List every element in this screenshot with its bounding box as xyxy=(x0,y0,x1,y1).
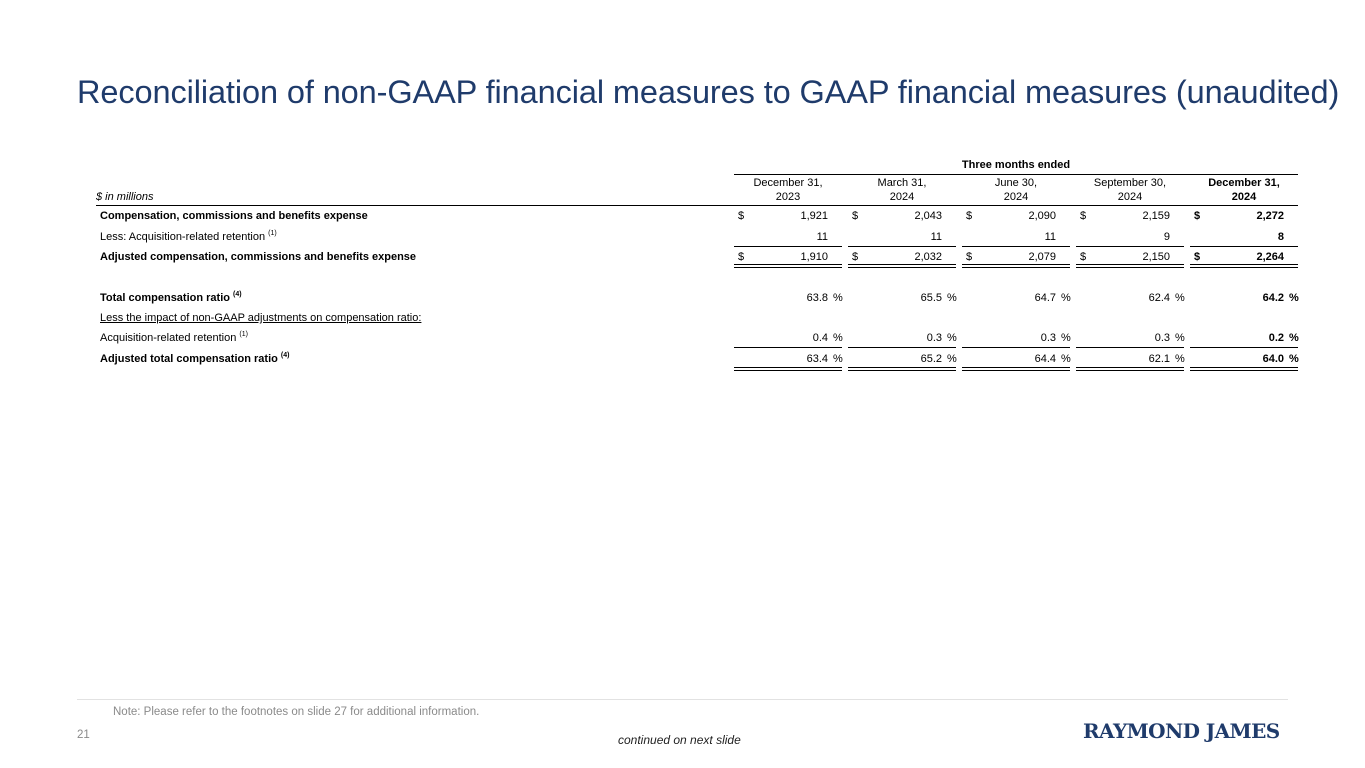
raymond-james-logo: RAYMOND JAMES xyxy=(1083,719,1280,743)
row-label-acq-retention: Less: Acquisition-related retention $^{(1)}$ xyxy=(100,230,277,243)
continued-label: continued on next slide xyxy=(618,733,741,747)
table-cell-value: 11 xyxy=(816,231,828,243)
total-double-rule xyxy=(734,367,842,371)
group-header-text: Three months ended xyxy=(961,159,1071,171)
column-header-line1: December 31, xyxy=(1208,177,1280,189)
table-cell-value: 63.8 xyxy=(806,292,828,304)
column-header-line2: 2023 xyxy=(775,191,801,203)
currency-symbol: $ xyxy=(852,251,859,263)
percent-unit: % xyxy=(833,292,843,304)
table-cell-value: 64.2 xyxy=(1262,292,1284,304)
percent-unit: % xyxy=(1061,353,1071,365)
currency-symbol: $ xyxy=(1080,210,1087,222)
table-cell-value: 2,159 xyxy=(1142,210,1170,222)
table-cell-value: 64.7 xyxy=(1034,292,1056,304)
total-double-rule xyxy=(848,264,956,268)
table-cell-value: 62.1 xyxy=(1148,353,1170,365)
subtotal-rule xyxy=(734,347,842,348)
table-cell-value: 0.3 xyxy=(926,332,942,344)
currency-symbol: $ xyxy=(1194,251,1201,263)
subtotal-rule xyxy=(962,246,1070,247)
percent-unit: % xyxy=(1289,353,1299,365)
currency-symbol: $ xyxy=(1194,210,1201,222)
row-label-total-comp-ratio: Total compensation ratio $^{(4)}$ xyxy=(100,291,242,304)
subtotal-rule xyxy=(1076,246,1184,247)
total-double-rule xyxy=(1190,264,1298,268)
table-cell-value: 62.4 xyxy=(1148,292,1170,304)
subtotal-rule xyxy=(848,347,956,348)
page-number: 21 xyxy=(77,729,90,741)
table-cell-value: 0.3 xyxy=(1040,332,1056,344)
total-double-rule xyxy=(1076,264,1184,268)
percent-unit: % xyxy=(1175,332,1185,344)
column-header-line1: September 30, xyxy=(1093,177,1167,189)
table-cell-value: 11 xyxy=(1044,231,1056,243)
total-double-rule xyxy=(962,264,1070,268)
table-cell-value: 2,032 xyxy=(914,251,942,263)
row-label-adj-total-comp-ratio: Adjusted total compensation ratio $^{(4)}$ xyxy=(100,352,290,365)
currency-symbol: $ xyxy=(852,210,859,222)
column-header-line2: 2024 xyxy=(1003,191,1029,203)
row-label-adj-comp-expense: Adjusted compensation, commissions and benefits expense xyxy=(100,251,417,263)
percent-unit: % xyxy=(947,353,957,365)
subtotal-rule xyxy=(848,246,956,247)
column-header-line2: 2024 xyxy=(1117,191,1143,203)
column-header-line1: December 31, xyxy=(753,177,823,189)
percent-unit: % xyxy=(1061,292,1071,304)
subtotal-rule xyxy=(962,347,1070,348)
percent-unit: % xyxy=(1175,353,1185,365)
table-cell-value: 1,910 xyxy=(800,251,828,263)
column-header-line2: 2024 xyxy=(889,191,915,203)
percent-unit: % xyxy=(1289,292,1299,304)
total-double-rule xyxy=(1190,367,1298,371)
group-header-rule xyxy=(734,174,1298,175)
subtotal-rule xyxy=(734,246,842,247)
row-label-less-impact: Less the impact of non-GAAP adjustments on compensation ratio: xyxy=(100,312,422,324)
footer-divider xyxy=(77,699,1288,700)
table-cell-value: 64.0 xyxy=(1262,353,1284,365)
table-cell-value: 64.4 xyxy=(1034,353,1056,365)
subtotal-rule xyxy=(1076,347,1184,348)
subtotal-rule xyxy=(1190,347,1298,348)
table-cell-value: 0.3 xyxy=(1154,332,1170,344)
percent-unit: % xyxy=(1175,292,1185,304)
currency-symbol: $ xyxy=(966,251,973,263)
table-cell-value: 2,090 xyxy=(1028,210,1056,222)
table-cell-value: 1,921 xyxy=(800,210,828,222)
table-cell-value: 0.2 xyxy=(1268,332,1284,344)
table-cell-value: 65.5 xyxy=(920,292,942,304)
subtotal-rule xyxy=(1190,246,1298,247)
total-double-rule xyxy=(848,367,956,371)
table-cell-value: 63.4 xyxy=(806,353,828,365)
table-cell-value: 2,150 xyxy=(1142,251,1170,263)
percent-unit: % xyxy=(1289,332,1299,344)
currency-symbol: $ xyxy=(966,210,973,222)
percent-unit: % xyxy=(1061,332,1071,344)
currency-symbol: $ xyxy=(1080,251,1087,263)
total-double-rule xyxy=(734,264,842,268)
row-label-comp-expense: Compensation, commissions and benefits expense xyxy=(100,210,368,222)
percent-unit: % xyxy=(947,292,957,304)
column-header-line1: June 30, xyxy=(994,177,1038,189)
row-label-acq-retention-ratio: Acquisition-related retention $^{(1)}$ xyxy=(100,331,248,344)
currency-symbol: $ xyxy=(738,251,745,263)
table-cell-value: 8 xyxy=(1277,231,1284,243)
table-cell-value: 0.4 xyxy=(812,332,828,344)
column-header-line1: March 31, xyxy=(877,177,927,189)
percent-unit: % xyxy=(947,332,957,344)
table-cell-value: 2,079 xyxy=(1028,251,1056,263)
total-double-rule xyxy=(1076,367,1184,371)
percent-unit: % xyxy=(833,353,843,365)
page-title: Reconciliation of non-GAAP financial measures to GAAP financial measures (unaudited) xyxy=(77,74,1340,110)
table-cell-value: 65.2 xyxy=(920,353,942,365)
header-rule xyxy=(96,205,1298,206)
table-cell-value: 2,043 xyxy=(914,210,942,222)
percent-unit: % xyxy=(833,332,843,344)
table-cell-value: 2,264 xyxy=(1256,251,1284,263)
column-header-line2: 2024 xyxy=(1231,191,1257,203)
table-cell-value: 2,272 xyxy=(1256,210,1284,222)
table-cell-value: 9 xyxy=(1163,231,1170,243)
units-label: $ in millions xyxy=(96,191,154,203)
footnote-note: Note: Please refer to the footnotes on slide 27 for additional information. xyxy=(113,706,480,718)
currency-symbol: $ xyxy=(738,210,745,222)
table-cell-value: 11 xyxy=(930,231,942,243)
total-double-rule xyxy=(962,367,1070,371)
